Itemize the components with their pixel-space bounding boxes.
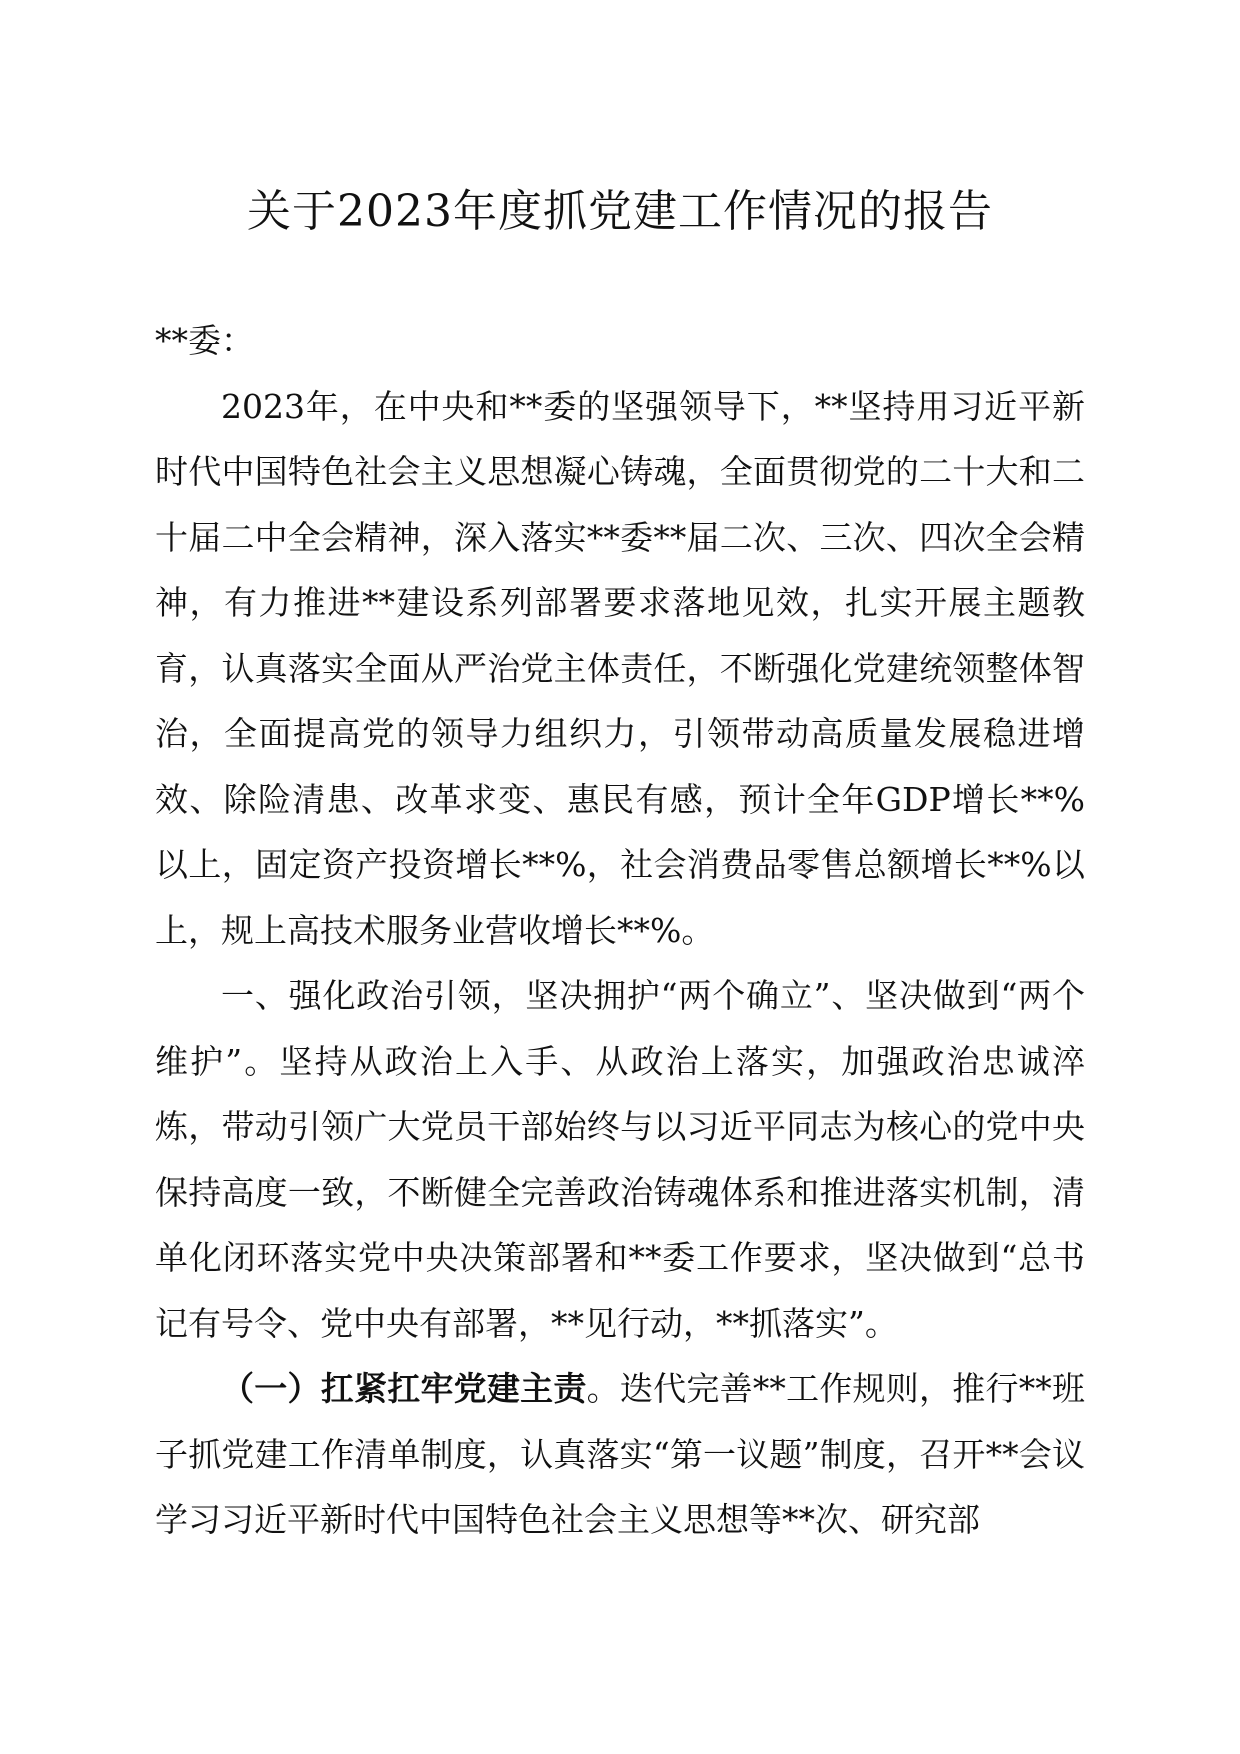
paragraph-intro: 2023年，在中央和**委的坚强领导下，**坚持用习近平新时代中国特色社会主义思想凝心铸魂，全面贯彻党的二十大和二十届二中全会精神，深入落实**委**届二次、三次、四次全会精神，有力推进**建设系列部署要求落地见效，扎实开展主题教育，认真落实全面从严治党主体责任，不断强化党建统领整体智治，全面提高党的领导力组织力，引领带动高质量发展稳进增效、除险清患、改革求变、惠民有感，预计全年GDP增长**%以上，固定资产投资增长**%，社会消费品零售总额增长**%以上，规上高技术服务业营收增长**%。 xyxy=(155,386,1086,950)
paragraph-section-one: 一、强化政治引领，坚决拥护“两个确立”、坚决做到“两个维护”。坚持从政治上入手、从政治上落实，加强政治忠诚淬炼，带动引领广大党员干部始终与以习近平同志为核心的党中央保持高度一致，不断健全完善政治铸魂体系和推进落实机制，清单化闭环落实党中央决策部署和**委工作要求，坚决做到“总书记有号令、党中央有部署，**见行动，**抓落实”。 xyxy=(155,976,1085,1343)
document-title: 关于2023年度抓党建工作情况的报告 xyxy=(247,186,993,237)
document-body xyxy=(155,308,1085,1553)
subsection-text: 。迭代完善**工作规则，推行**班子抓党建工作清单制度，认真落实“第一议题”制度，召开**会议学习习近平新时代中国特色社会主义思想等**次、研究部 xyxy=(155,1369,1086,1539)
subsection-heading: （一）扛紧扛牢党建主责 xyxy=(221,1369,587,1408)
paragraph-subsection-one xyxy=(155,1356,1085,1553)
salutation: **委： xyxy=(155,321,254,360)
